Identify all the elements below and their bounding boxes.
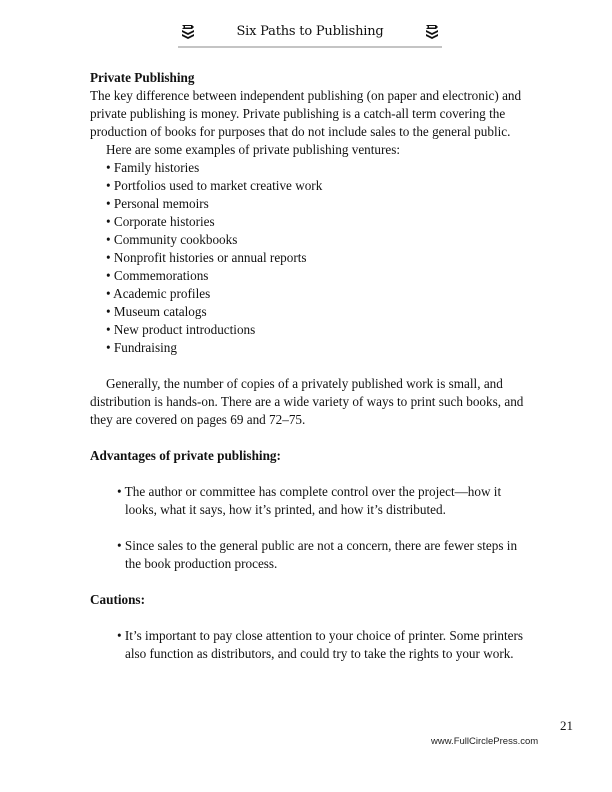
advantages-list (90, 483, 530, 573)
list-item: • Community cookbooks (106, 232, 238, 247)
list-item: • Corporate histories (106, 214, 215, 229)
section-heading: Private Publishing (90, 70, 195, 85)
spacer (90, 519, 530, 537)
list-item: • Academic profiles (106, 286, 211, 301)
list-item: • Personal memoirs (106, 196, 209, 211)
list-item: • Nonprofit histories or annual reports (106, 250, 307, 265)
general-paragraph: Generally, the number of copies of a privately published work is small, and distribution is hands-on. There are a wide variety of ways to print such books, and they are covered on pages 69 and 72–75. (90, 376, 524, 427)
intro-paragraph: The key difference between independent publishing (on paper and electronic) and private publishing is money. Private publishing is a catch-all term covering the production of books for purposes that do not include sales to the general public. (90, 88, 522, 139)
list-item: • Since sales to the general public are not a concern, there are fewer steps in the book production process. (117, 538, 518, 571)
list-item: • Family histories (106, 160, 200, 175)
list-item: • Portfolios used to market creative work (106, 178, 323, 193)
header-title: Six Paths to Publishing (236, 24, 384, 39)
list-item: • New product introductions (106, 322, 256, 337)
spacer (90, 357, 530, 375)
page-number: 21 (560, 718, 573, 733)
book-stack-icon (424, 23, 440, 41)
cautions-heading: Cautions: (90, 592, 145, 607)
running-header (178, 20, 442, 48)
spacer (90, 429, 530, 447)
spacer (90, 609, 530, 627)
list-item: • Museum catalogs (106, 304, 207, 319)
advantages-heading: Advantages of private publishing: (90, 448, 281, 463)
cautions-list (90, 627, 530, 663)
list-item: • It’s important to pay close attention to your choice of printer. Some printers also function as distributors, and could try to take the rights to your work. (117, 628, 524, 661)
list-item: • Fundraising (106, 340, 177, 355)
examples-list (90, 159, 530, 357)
spacer (90, 573, 530, 591)
examples-lead: Here are some examples of private publishing ventures: (106, 142, 401, 157)
list-item: • Commemorations (106, 268, 209, 283)
list-item: • The author or committee has complete control over the project—how it looks, what it says, how it’s printed, and how it’s distributed. (117, 484, 502, 517)
page-body (90, 69, 530, 663)
spacer (90, 465, 530, 483)
footer-url: www.FullCirclePress.com (431, 736, 539, 747)
